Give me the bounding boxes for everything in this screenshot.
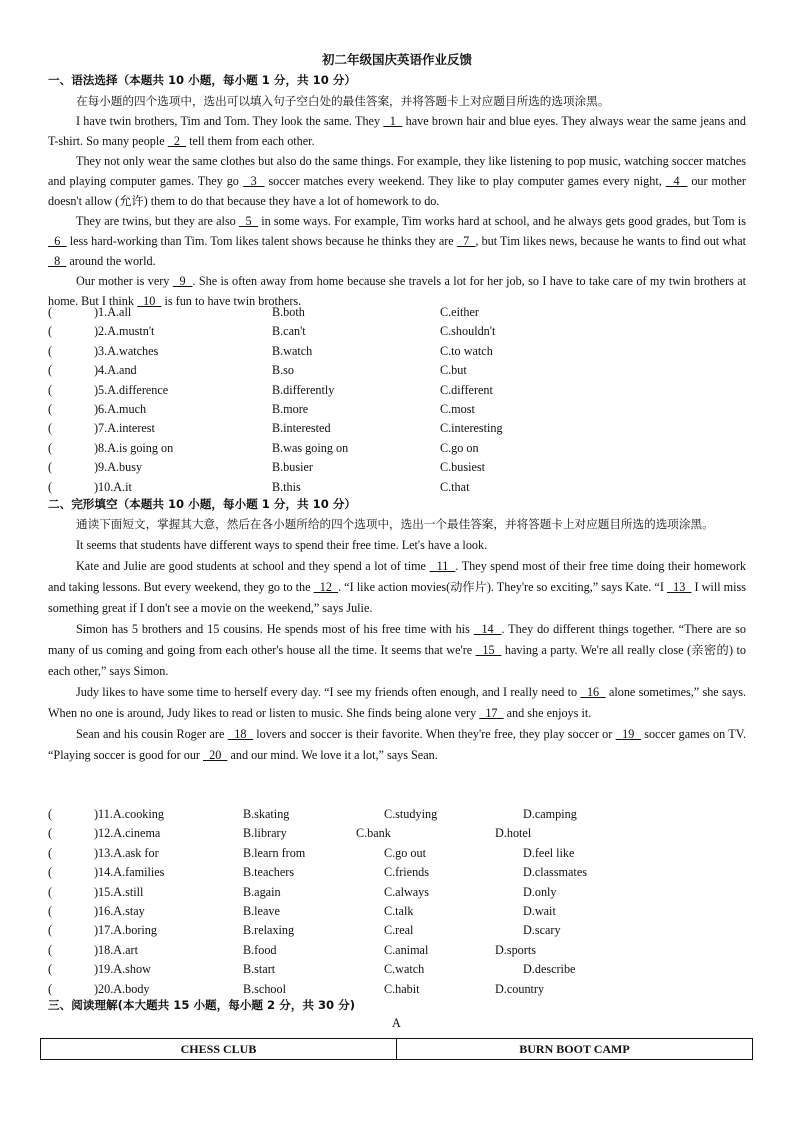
- section1-heading: 一、语法选择（本题共 10 小题，每小题 1 分，共 10 分）: [48, 73, 357, 87]
- blank-9: 9: [172, 274, 193, 288]
- answer-paren: (: [48, 865, 53, 880]
- option-a: )19.A.show: [94, 962, 151, 977]
- option-a: )8.A.is going on: [94, 440, 174, 455]
- answer-paren: (: [48, 343, 53, 358]
- option-b: B.teachers: [243, 865, 295, 880]
- section1-paragraph-4: Our mother is very 9 . She is often away from home because she travels a lot for her job, so I have to take care of my twin brothers at home. But I think 10 is fun to have twin brothers.: [48, 274, 747, 308]
- option-row: [48, 341, 748, 361]
- blank-5: 5: [239, 214, 258, 228]
- option-a: )3.A.watches: [94, 343, 159, 358]
- option-b: B.was going on: [272, 440, 349, 455]
- option-b: B.food: [243, 942, 277, 957]
- answer-paren: (: [48, 402, 53, 416]
- answer-paren: (: [48, 382, 53, 397]
- option-b: B.interested: [272, 421, 331, 436]
- blank-17: 17: [479, 706, 504, 720]
- option-b: B.library: [243, 826, 287, 841]
- section2-paragraph-2: Kate and Julie are good students at school and they spend a lot of time 11 . They spend most of their free time doing their homework and taking lessons. But every weekend, they go to the 12 . “I like action movies(动作片). They're so exciting,” says Kate. “I 13 I will miss something great if I don't see a movie on the weekend,” says Julie.: [48, 559, 747, 615]
- option-b: B.so: [272, 363, 295, 378]
- option-row: [48, 457, 748, 477]
- option-b: B.again: [243, 884, 281, 899]
- option-row: [48, 804, 748, 824]
- option-b: B.relaxing: [243, 923, 295, 938]
- option-row: [48, 360, 748, 380]
- option-c: C.habit: [384, 981, 420, 996]
- option-d: D.feel like: [523, 845, 575, 860]
- blank-2: 2: [167, 134, 187, 148]
- option-a: )2.A.mustn't: [94, 324, 155, 339]
- option-a: )9.A.busy: [94, 460, 143, 475]
- section2-paragraph-4: Judy likes to have some time to herself every day. “I see my friends often enough, and I really need to 16 alone sometimes,” she says. When no one is around, Judy likes to read or listen to music. She finds being alone very 17 and she enjoys it.: [48, 685, 747, 720]
- option-d: D.hotel: [495, 826, 532, 841]
- table-header-row: [41, 1039, 753, 1060]
- option-row: [48, 901, 748, 921]
- option-c: C.talk: [384, 904, 414, 918]
- option-d: D.only: [523, 884, 557, 899]
- option-row: [48, 321, 748, 341]
- blank-6: 6: [48, 234, 67, 248]
- answer-paren: (: [48, 460, 53, 475]
- option-row: [48, 959, 748, 979]
- option-d: D.sports: [495, 942, 536, 957]
- blank-13: 13: [666, 580, 692, 594]
- option-d: D.wait: [523, 904, 556, 918]
- blank-4: 4: [665, 174, 688, 188]
- option-row: [48, 862, 748, 882]
- option-b: B.this: [272, 479, 301, 494]
- option-a: )10.A.it: [94, 479, 132, 494]
- answer-paren: (: [48, 962, 53, 977]
- section1-instruction: 在每小题的四个选项中，选出可以填入句子空白处的最佳答案，并将答题卡上对应题目所选的选项涂黑。: [76, 94, 610, 108]
- option-c: C.studying: [384, 807, 438, 821]
- option-c: C.busiest: [440, 460, 486, 475]
- option-b: B.skating: [243, 807, 290, 821]
- answer-paren: (: [48, 440, 53, 455]
- section2-passage: [48, 514, 746, 766]
- option-c: C.different: [440, 382, 493, 397]
- option-b: B.busier: [272, 460, 313, 475]
- option-c: C.always: [384, 884, 430, 899]
- option-row: [48, 302, 748, 322]
- blank-7: 7: [456, 234, 476, 248]
- option-b: B.both: [272, 305, 305, 319]
- page-title: 初二年级国庆英语作业反馈: [321, 52, 472, 67]
- blank-14: 14: [473, 622, 502, 636]
- blank-20: 20: [203, 748, 228, 762]
- blank-15: 15: [475, 643, 502, 657]
- clubs-table: [40, 1038, 753, 1060]
- section3-heading: 三、阅读理解(本大题共 15 小题，每小题 2 分，共 30 分): [48, 998, 356, 1012]
- option-a: )1.A.all: [94, 305, 132, 319]
- section2-paragraph-5: Sean and his cousin Roger are 18 lovers and soccer is their favorite. When they're free, they play soccer or 19 soccer games on TV. “Playing soccer is good for our 20 and our mind. We love it a lot,” says Sean.: [48, 727, 746, 762]
- section1-passage: [48, 91, 746, 311]
- section2-paragraph-1: It seems that students have different ways to spend their free time. Let's have a look.: [76, 538, 488, 552]
- option-d: D.scary: [523, 923, 561, 938]
- option-b: B.can't: [272, 324, 306, 339]
- blank-16: 16: [580, 685, 606, 699]
- passage-label: A: [392, 1016, 401, 1030]
- answer-paren: (: [48, 479, 53, 494]
- option-row: [48, 380, 748, 400]
- option-row: [48, 438, 748, 458]
- blank-18: 18: [227, 727, 253, 741]
- answer-paren: (: [48, 942, 53, 957]
- option-c: C.friends: [384, 865, 430, 880]
- option-a: )16.A.stay: [94, 904, 145, 918]
- answer-paren: (: [48, 904, 53, 918]
- option-b: B.watch: [272, 343, 313, 358]
- option-d: D.describe: [523, 962, 576, 977]
- option-c: C.bank: [356, 826, 391, 841]
- option-b: B.leave: [243, 904, 280, 918]
- blank-19: 19: [615, 727, 641, 741]
- section2-paragraph-3: Simon has 5 brothers and 15 cousins. He spends most of his free time with his 14 . They do different things together. “There are so many of us coming and going from each other's house all the time. It seems that we're 15 having a party. We're all really close (亲密的) to each other,” says Simon.: [48, 622, 746, 678]
- answer-paren: (: [48, 363, 53, 378]
- option-b: B.school: [243, 981, 286, 996]
- option-a: )20.A.body: [94, 981, 150, 996]
- option-a: )4.A.and: [94, 363, 137, 378]
- blank-11: 11: [429, 559, 456, 573]
- option-a: )12.A.cinema: [94, 826, 161, 841]
- answer-paren: (: [48, 826, 53, 841]
- section1-paragraph-3: They are twins, but they are also 5 in some ways. For example, Tim works hard at school, and he always gets good grades, but Tom is 6 less hard-working than Tim. Tom likes talent shows because he thinks they are 7 , but Tim likes news, because he wants to find out what 8 around the world.: [48, 214, 747, 268]
- answer-paren: (: [48, 421, 53, 436]
- option-c: C.go on: [440, 440, 479, 455]
- option-a: )11.A.cooking: [94, 807, 164, 821]
- option-c: C.go out: [384, 845, 426, 860]
- option-row: [48, 940, 748, 960]
- blank-1: 1: [383, 114, 403, 128]
- option-c: C.either: [440, 305, 479, 319]
- option-a: )15.A.still: [94, 884, 144, 899]
- option-a: )7.A.interest: [94, 421, 155, 436]
- blank-3: 3: [242, 174, 265, 188]
- option-a: )13.A.ask for: [94, 845, 159, 860]
- option-row: [48, 882, 748, 902]
- option-row: [48, 843, 748, 863]
- section1-paragraph-1: I have twin brothers, Tim and Tom. They look the same. They 1 have brown hair and blue eyes. They always wear the same jeans and T-shirt. So many people 2 tell them from each other.: [48, 114, 746, 148]
- option-d: D.camping: [523, 807, 577, 821]
- option-a: )18.A.art: [94, 942, 138, 957]
- option-b: B.differently: [272, 382, 335, 397]
- section1-paragraph-2: They not only wear the same clothes but also do the same things. For example, they like listening to pop music, watching soccer matches and playing computer games. They go 3 soccer matches every weekend. They like to play computer games every night, 4 our mother doesn't allow (允许) them to do that because they have a lot of homework to do.: [48, 154, 746, 208]
- table-header-cell: CHESS CLUB: [41, 1039, 397, 1060]
- option-row: [48, 823, 748, 843]
- option-c: C.shouldn't: [440, 324, 496, 339]
- option-c: C.watch: [384, 962, 425, 977]
- option-c: C.animal: [384, 942, 429, 957]
- answer-paren: (: [48, 305, 53, 319]
- option-row: [48, 418, 748, 438]
- option-b: B.more: [272, 402, 309, 416]
- blank-12: 12: [313, 580, 339, 594]
- blank-10: 10: [137, 294, 162, 308]
- option-row: [48, 920, 748, 940]
- answer-paren: (: [48, 807, 53, 821]
- option-a: )17.A.boring: [94, 923, 157, 938]
- option-c: C.real: [384, 923, 414, 938]
- answer-paren: (: [48, 923, 53, 938]
- option-b: B.start: [243, 962, 276, 977]
- answer-paren: (: [48, 324, 53, 339]
- option-d: D.classmates: [523, 865, 587, 880]
- option-c: C.but: [440, 363, 467, 378]
- answer-paren: (: [48, 981, 53, 996]
- option-d: D.country: [495, 981, 545, 996]
- option-c: C.that: [440, 479, 470, 494]
- option-a: )5.A.difference: [94, 382, 169, 397]
- option-c: C.to watch: [440, 343, 493, 358]
- option-b: B.learn from: [243, 845, 306, 860]
- section2-instruction: 通读下面短文，掌握其大意，然后在各小题所给的四个选项中，选出一个最佳答案，并将答题卡上对应题目所选的选项涂黑。: [76, 517, 714, 531]
- section2-heading: 二、完形填空（本题共 10 小题，每小题 1 分，共 10 分）: [48, 497, 357, 511]
- answer-paren: (: [48, 845, 53, 860]
- option-a: )14.A.families: [94, 865, 165, 880]
- option-c: C.most: [440, 402, 475, 416]
- option-a: )6.A.much: [94, 402, 147, 416]
- option-c: C.interesting: [440, 421, 503, 436]
- table-header-cell: BURN BOOT CAMP: [397, 1039, 753, 1060]
- blank-8: 8: [48, 254, 67, 268]
- option-row: [48, 399, 748, 419]
- answer-paren: (: [48, 884, 53, 899]
